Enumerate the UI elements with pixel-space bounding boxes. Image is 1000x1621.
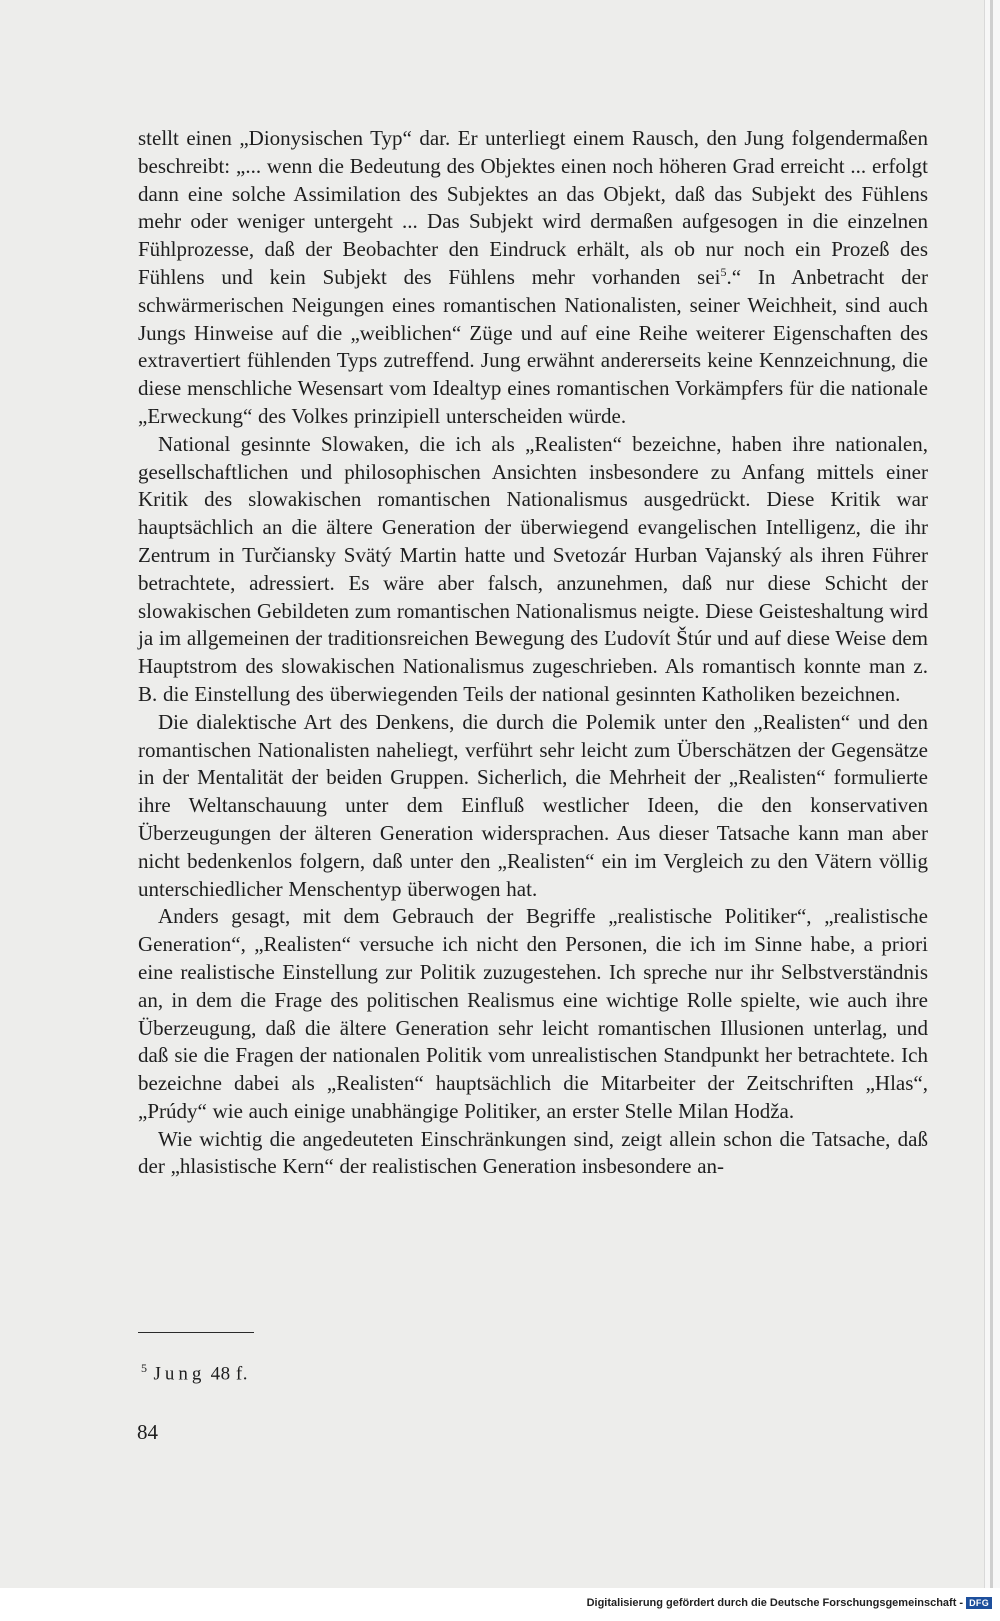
paragraph-1-text: stellt einen „Dionysischen Typ“ dar. Er unterliegt einem Rausch, den Jung folgendermaßen beschreibt: „... wenn die Bedeutung des Objektes einen noch höheren Grad erreicht ... erfolgt dann eine solche Assimilation des Subjektes an das Objekt, daß das Subjekt des Fühlens mehr oder weniger untergeht ... Das Subjekt wird dermaßen aufgesogen in die einzelnen Fühlprozesse, daß der Beobachter den Eindruck erhält, als ob nur noch ein Prozeß des Fühlens und kein Subjekt des Fühlens mehr vorhanden sei xyxy=(138,126,928,289)
page-number: 84 xyxy=(137,1420,158,1444)
book-edge xyxy=(984,0,1000,1588)
footnote-divider xyxy=(138,1332,254,1333)
digitization-credit xyxy=(587,1597,992,1609)
paragraph-1 xyxy=(138,125,928,431)
body-text xyxy=(138,125,928,1181)
footnote-mark: 5 xyxy=(141,1361,148,1375)
paragraph-3: Die dialektische Art des Denkens, die durch die Polemik unter den „Realisten“ und den romantischen Nationalisten naheliegt, verführt sehr leicht zum Überschätzen der Gegensätze in der Mentalität der beiden Gruppen. Sicherlich, die Mehrheit der „Realisten“ formulierte ihre Weltanschauung unter dem Einfluß westlicher Ideen, die den konservativen Überzeugungen der älteren Generation widersprachen. Aus dieser Tatsache kann man aber nicht bedenkenlos folgern, daß unter den „Realisten“ ein im Vergleich zu den Vätern völlig unterschiedlicher Menschentyp überwogen hat. xyxy=(138,709,928,901)
dfg-logo-icon: DFG xyxy=(966,1597,992,1609)
footnote-author: Jung xyxy=(153,1363,206,1385)
footnote-reference: 5 xyxy=(720,264,727,279)
paragraph-4: Anders gesagt, mit dem Gebrauch der Begriffe „realistische Politiker“, „realistische Generation“, „Realisten“ versuche ich nicht den Personen, die ich im Sinne habe, a priori eine realistische Einstellung zur Politik zuzugestehen. Ich spreche nur ihr Selbstverständnis an, in dem die Frage des politischen Realismus eine wichtige Rolle spielte, wie auch ihre Überzeugung, daß die ältere Generation sehr leicht romantischen Illusionen unterlag, und daß sie die Fragen der nationalen Politik vom unrealistischen Standpunkt her betrachtete. Ich bezeichne dabei als „Realisten“ hauptsächlich die Mitarbeiter der Zeitschriften „Hlas“, „Prúdy“ wie auch einige unabhängige Politiker, an erster Stelle Milan Hodža. xyxy=(138,904,928,1123)
paragraph-1-text-cont: .“ In Anbetracht der schwärmerischen Neigungen eines romantischen Nationalisten, seiner Weichheit, sind auch Jungs Hinweise auf die „weiblichen“ Züge und auf eine Reihe weiterer Eigenschaften des extravertiert fühlenden Typs zutreffend. Jung erwähnt andererseits keine Kennzeichnung, die diese menschliche Wesensart vom Idealtyp eines romantischen Vorkämpfers für die nationale „Erweckung“ des Volkes prinzipiell unterscheiden würde. xyxy=(138,264,928,428)
credit-text: Digitalisierung gefördert durch die Deutsche Forschungsgemeinschaft - xyxy=(586,1597,964,1609)
footnote-ref: 48 f. xyxy=(210,1363,248,1385)
footnote xyxy=(141,1361,248,1385)
paragraph-5: Wie wichtig die angedeuteten Einschränkungen sind, zeigt allein schon die Tatsache, daß der „hlasistische Kern“ der realistischen Generation insbesondere an- xyxy=(138,1126,928,1179)
paragraph-2: National gesinnte Slowaken, die ich als „Realisten“ bezeichne, haben ihre nationalen, gesellschaftlichen und philosophischen Ansichten insbesondere zu Anfang mittels einer Kritik des slowakischen romantischen Nationalismus ausgedrückt. Diese Kritik war hauptsächlich an die ältere Generation der überwiegend evangelischen Intelligenz, die ihr Zentrum in Turčiansky Svätý Martin hatte und Svetozár Hurban Vajanský als ihren Führer betrachtete, adressiert. Es wäre aber falsch, anzunehmen, daß nur diese Schicht der slowakischen Gebildeten zum romantischen Nationalismus neigte. Diese Geisteshaltung wird ja im allgemeinen der traditionsreichen Bewegung des Ľudovít Štúr und auf diese Weise dem Hauptstrom des slowakischen Nationalismus zugeschrieben. Als romantisch konnte man z. B. die Einstellung des überwiegenden Teils der national gesinnten Katholiken bezeichnen. xyxy=(138,431,928,706)
